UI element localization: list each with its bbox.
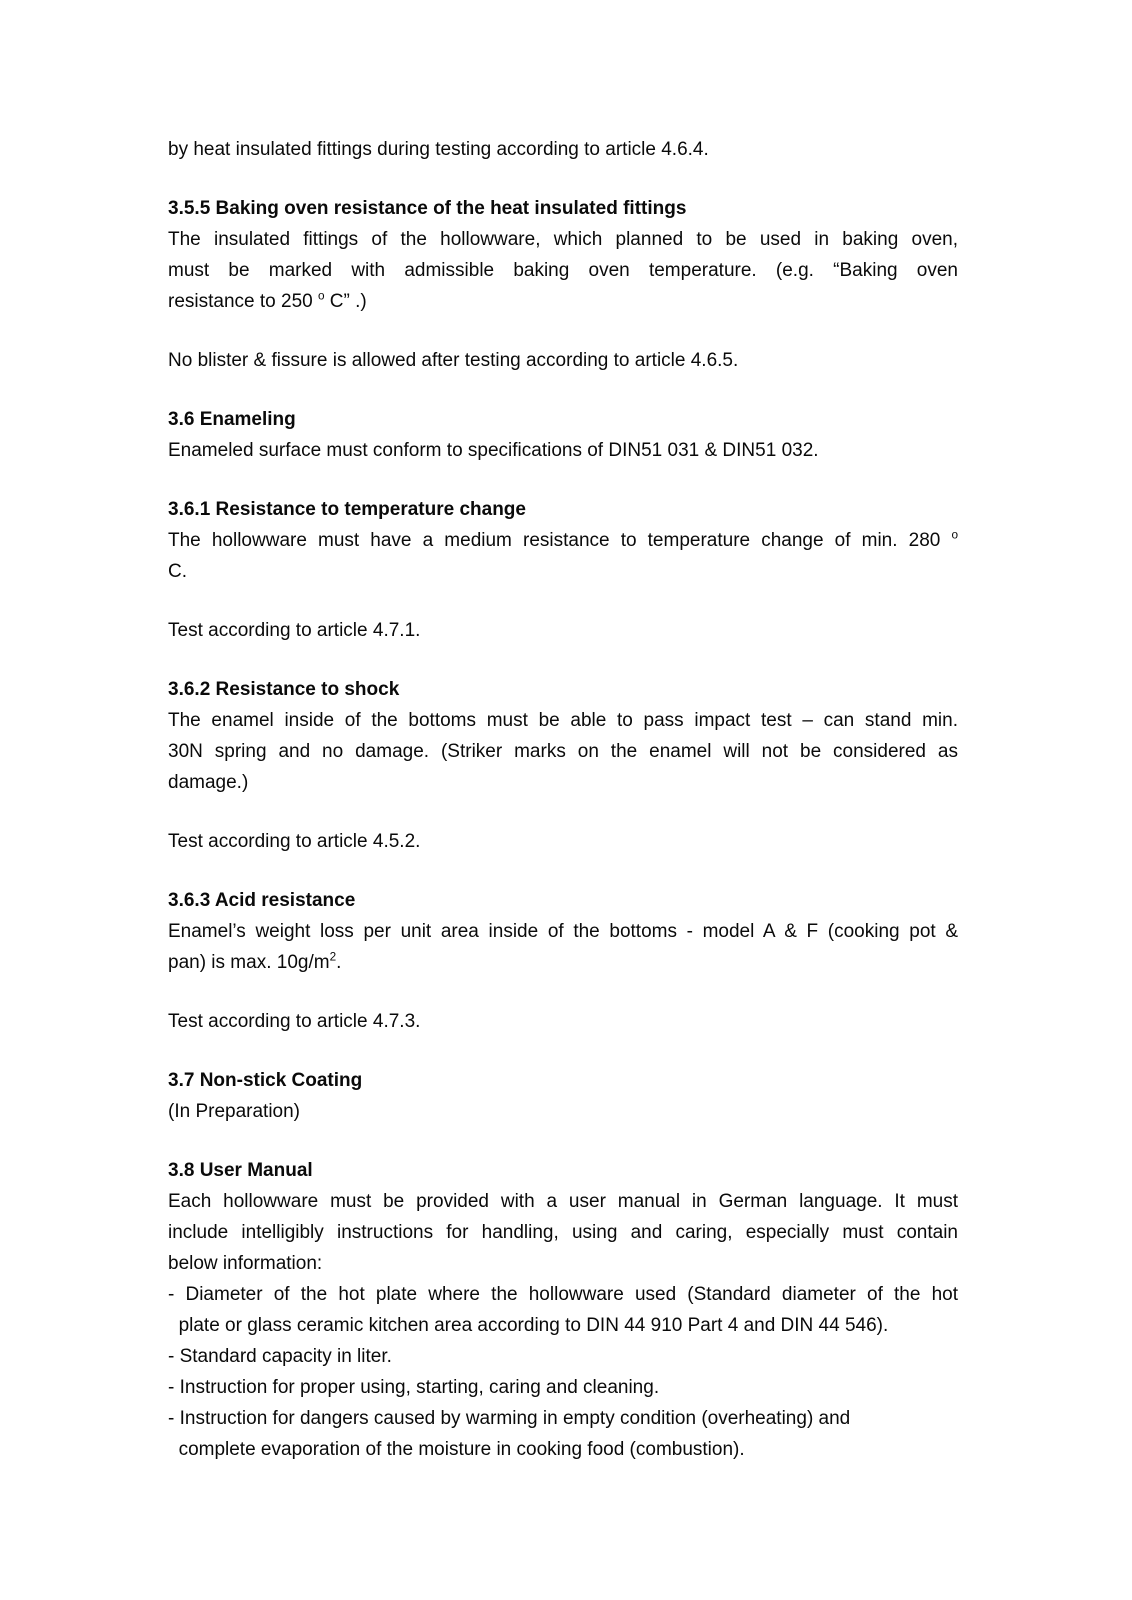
paragraph (168, 1096, 958, 1127)
paragraph (168, 1279, 958, 1341)
section (168, 494, 958, 525)
paragraph (168, 345, 958, 376)
section-heading: 3.6 Enameling (168, 409, 296, 430)
section-heading: 3.5.5 Baking oven resistance of the heat insulated fittings (168, 198, 687, 219)
paragraph (168, 525, 958, 587)
section (168, 885, 958, 916)
superscript: 2 (329, 950, 337, 964)
text-line: complete evaporation of the moisture in cooking food (combustion). (168, 1439, 745, 1460)
paragraph (168, 705, 958, 798)
text-line: Each hollowware must be provided with a user manual in German language. It must (168, 1191, 958, 1212)
paragraph (168, 615, 958, 646)
text-line: must be marked with admissible baking oven temperature. (e.g. “Baking oven (168, 260, 958, 281)
text-line: by heat insulated fittings during testing according to article 4.6.4. (168, 139, 709, 160)
section (168, 1155, 958, 1186)
section (168, 193, 958, 224)
text-line: plate or glass ceramic kitchen area according to DIN 44 910 Part 4 and DIN 44 546). (168, 1315, 889, 1336)
paragraph (168, 826, 958, 857)
text-line: include intelligibly instructions for handling, using and caring, especially must contain (168, 1222, 958, 1243)
paragraph (168, 435, 958, 466)
text-line: Test according to article 4.7.3. (168, 1011, 421, 1032)
paragraph (168, 1403, 958, 1465)
text-line: The hollowware must have a medium resistance to temperature change of min. 280 $^o$ (168, 528, 958, 551)
section-heading: 3.6.3 Acid resistance (168, 890, 356, 911)
text-line: The enamel inside of the bottoms must be able to pass impact test – can stand min. (168, 710, 958, 731)
text-line: The insulated fittings of the hollowware, which planned to be used in baking oven, (168, 229, 958, 250)
document-content (168, 134, 958, 1465)
section (168, 674, 958, 705)
section-heading: 3.7 Non-stick Coating (168, 1070, 363, 1091)
text-line: Test according to article 4.5.2. (168, 831, 421, 852)
paragraph (168, 1372, 958, 1403)
text-line: Enameled surface must conform to specifications of DIN51 031 & DIN51 032. (168, 440, 819, 461)
paragraph (168, 1006, 958, 1037)
text-line: - Diameter of the hot plate where the hollowware used (Standard diameter of the hot (168, 1284, 958, 1305)
text-line: Test according to article 4.7.1. (168, 620, 421, 641)
text-line: resistance to 250 $^o$ C” .) (168, 289, 367, 312)
text-line: (In Preparation) (168, 1101, 301, 1122)
paragraph (168, 224, 958, 317)
section (168, 404, 958, 435)
text-line: Enamel’s weight loss per unit area inside of the bottoms - model A & F (cooking pot & (168, 921, 958, 942)
text-line: - Standard capacity in liter. (168, 1346, 392, 1367)
section-heading: 3.6.2 Resistance to shock (168, 679, 400, 700)
text-line: No blister & fissure is allowed after testing according to article 4.6.5. (168, 350, 739, 371)
section-heading: 3.6.1 Resistance to temperature change (168, 499, 526, 520)
section (168, 1065, 958, 1096)
text-line: damage.) (168, 772, 249, 793)
text-line: pan) is max. $10g/m^2$. (168, 950, 342, 973)
paragraph (168, 1341, 958, 1372)
text-line: - Instruction for proper using, starting, caring and cleaning. (168, 1377, 660, 1398)
paragraph (168, 1186, 958, 1279)
superscript: o (951, 528, 958, 542)
paragraph (168, 916, 958, 978)
text-line: - Instruction for dangers caused by warming in empty condition (overheating) and (168, 1408, 851, 1429)
text-line: below information: (168, 1253, 323, 1274)
section-heading: 3.8 User Manual (168, 1160, 313, 1181)
text-line: 30N spring and no damage. (Striker marks on the enamel will not be considered as (168, 741, 958, 762)
superscript: o (317, 289, 325, 303)
text-line: C. (168, 561, 187, 582)
paragraph (168, 134, 958, 165)
